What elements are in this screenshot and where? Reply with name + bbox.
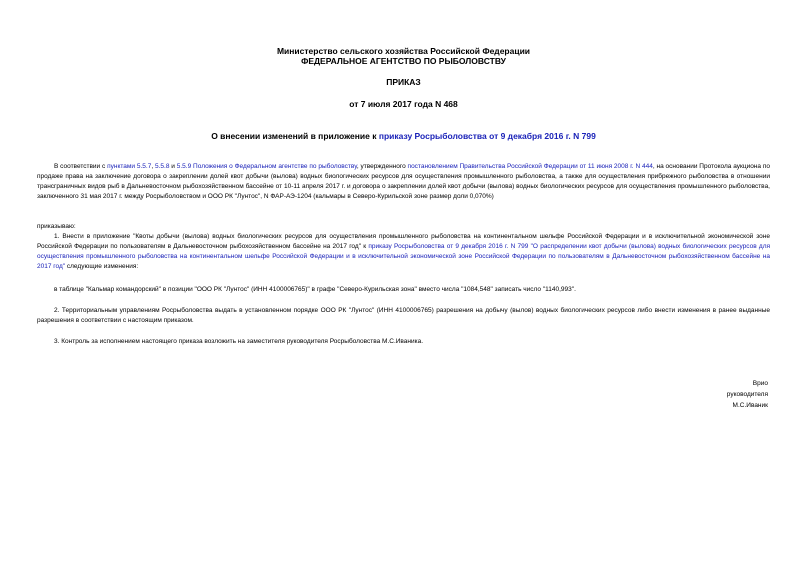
preamble-text-1: В соответствии с bbox=[54, 163, 108, 170]
preamble-link-3[interactable]: 5.5.9 Положения о Федеральном агентстве по рыболовству bbox=[176, 163, 357, 170]
item2-text: 2. Территориальным управлениям Росрыболовства выдать в установленном порядке ООО РК "Лунтос" (ИНН 4100006765) разрешения на добычу (вылов) водных биологических ресурсов либо внести изменения в ранее выданные разрешения в соответствии с настоящим приказом. bbox=[37, 307, 770, 324]
item-1-detail bbox=[37, 285, 770, 295]
preamble-link-1[interactable]: пунктами 5.5.7 bbox=[107, 163, 152, 170]
preamble-text-2: , bbox=[151, 163, 155, 170]
preamble bbox=[37, 162, 770, 202]
item-3 bbox=[37, 337, 770, 347]
item-2 bbox=[37, 306, 770, 326]
agency-name: ФЕДЕРАЛЬНОЕ АГЕНТСТВО ПО РЫБОЛОВСТВУ bbox=[301, 56, 506, 66]
signature-line-3: М.С.Иваник bbox=[732, 402, 768, 409]
preamble-text-3: и bbox=[169, 163, 177, 170]
doc-title bbox=[0, 131, 807, 141]
item1-detail-text: в таблице "Кальмар командорский" в позиции "ООО РК "Лунтос" (ИНН 4100006765)" в графе "Северо-Курильская зона" вместо числа "1084,548" записать число "1140,993". bbox=[54, 286, 576, 293]
doc-type: ПРИКАЗ bbox=[386, 77, 421, 87]
title-prefix: О внесении изменений в приложение к bbox=[211, 131, 379, 141]
item-1 bbox=[37, 232, 770, 272]
item3-text: 3. Контроль за исполнением настоящего приказа возложить на заместителя руководителя Росрыболовства М.С.Иваника. bbox=[54, 338, 424, 345]
title-link[interactable]: приказу Росрыболовства от 9 декабря 2016 г. N 799 bbox=[378, 131, 596, 141]
preamble-link-4[interactable]: постановлением Правительства Российской Федерации от 11 июня 2008 г. N 444 bbox=[407, 163, 653, 170]
item1-text-2: следующие изменения: bbox=[65, 263, 139, 270]
signature-block bbox=[727, 378, 768, 411]
preamble-link-2[interactable]: 5.5.8 bbox=[154, 163, 170, 170]
item1-link[interactable]: приказу Росрыболовства от 9 декабря 2016 г. N 799 "О распределении квот добычи (вылова) водных биологических ресурсов для осуществления промышленного рыболовства на континентальном шельфе Российской Федерации и в исключительной экономической зоне Российской Федерации по пользователям в Дальневосточном рыбохозяйственном бассейне на 2017 год" bbox=[37, 243, 771, 270]
preamble-text-4: , утвержденного bbox=[356, 163, 408, 170]
preamble-text-5: , на основании Протокола аукциона по продаже права на заключение договора о закреплении долей квот добычи (вылова) водных биологических ресурсов для осуществления промышленного рыболовства, а также для осуществления прибрежного рыболовства в отношении трансграничных видов рыб в Дальневосточном рыбохозяйственном бассейне от 10-11 апреля 2017 г. и договора о закреплении долей квот добычи (вылова) водных биологических ресурсов для осуществления промышленного рыболовства, заключенного 31 мая 2017 г. между Росрыболовством и ООО РК "Лунтос", N ФАР-АЭ-1204 (кальмары в Северо-Курильской зоне размер доли 0,070%) bbox=[37, 163, 770, 200]
doc-date: от 7 июля 2017 года N 468 bbox=[349, 99, 458, 109]
ministry-name: Министерство сельского хозяйства Российской Федерации bbox=[276, 46, 531, 56]
signature-line-2: руководителя bbox=[726, 391, 768, 398]
item1-text-1: 1. Внести в приложение "Квоты добычи (вылова) водных биологических ресурсов для осуществления промышленного рыболовства на континентальном шельфе Российской Федерации и в исключительной экономической зоне Российской Федерации по пользователям в Дальневосточном рыбохозяйственном бассейне на 2017 год" к bbox=[37, 233, 770, 250]
order-word: приказываю: bbox=[37, 223, 76, 230]
signature-line-1: Врио bbox=[752, 380, 768, 387]
